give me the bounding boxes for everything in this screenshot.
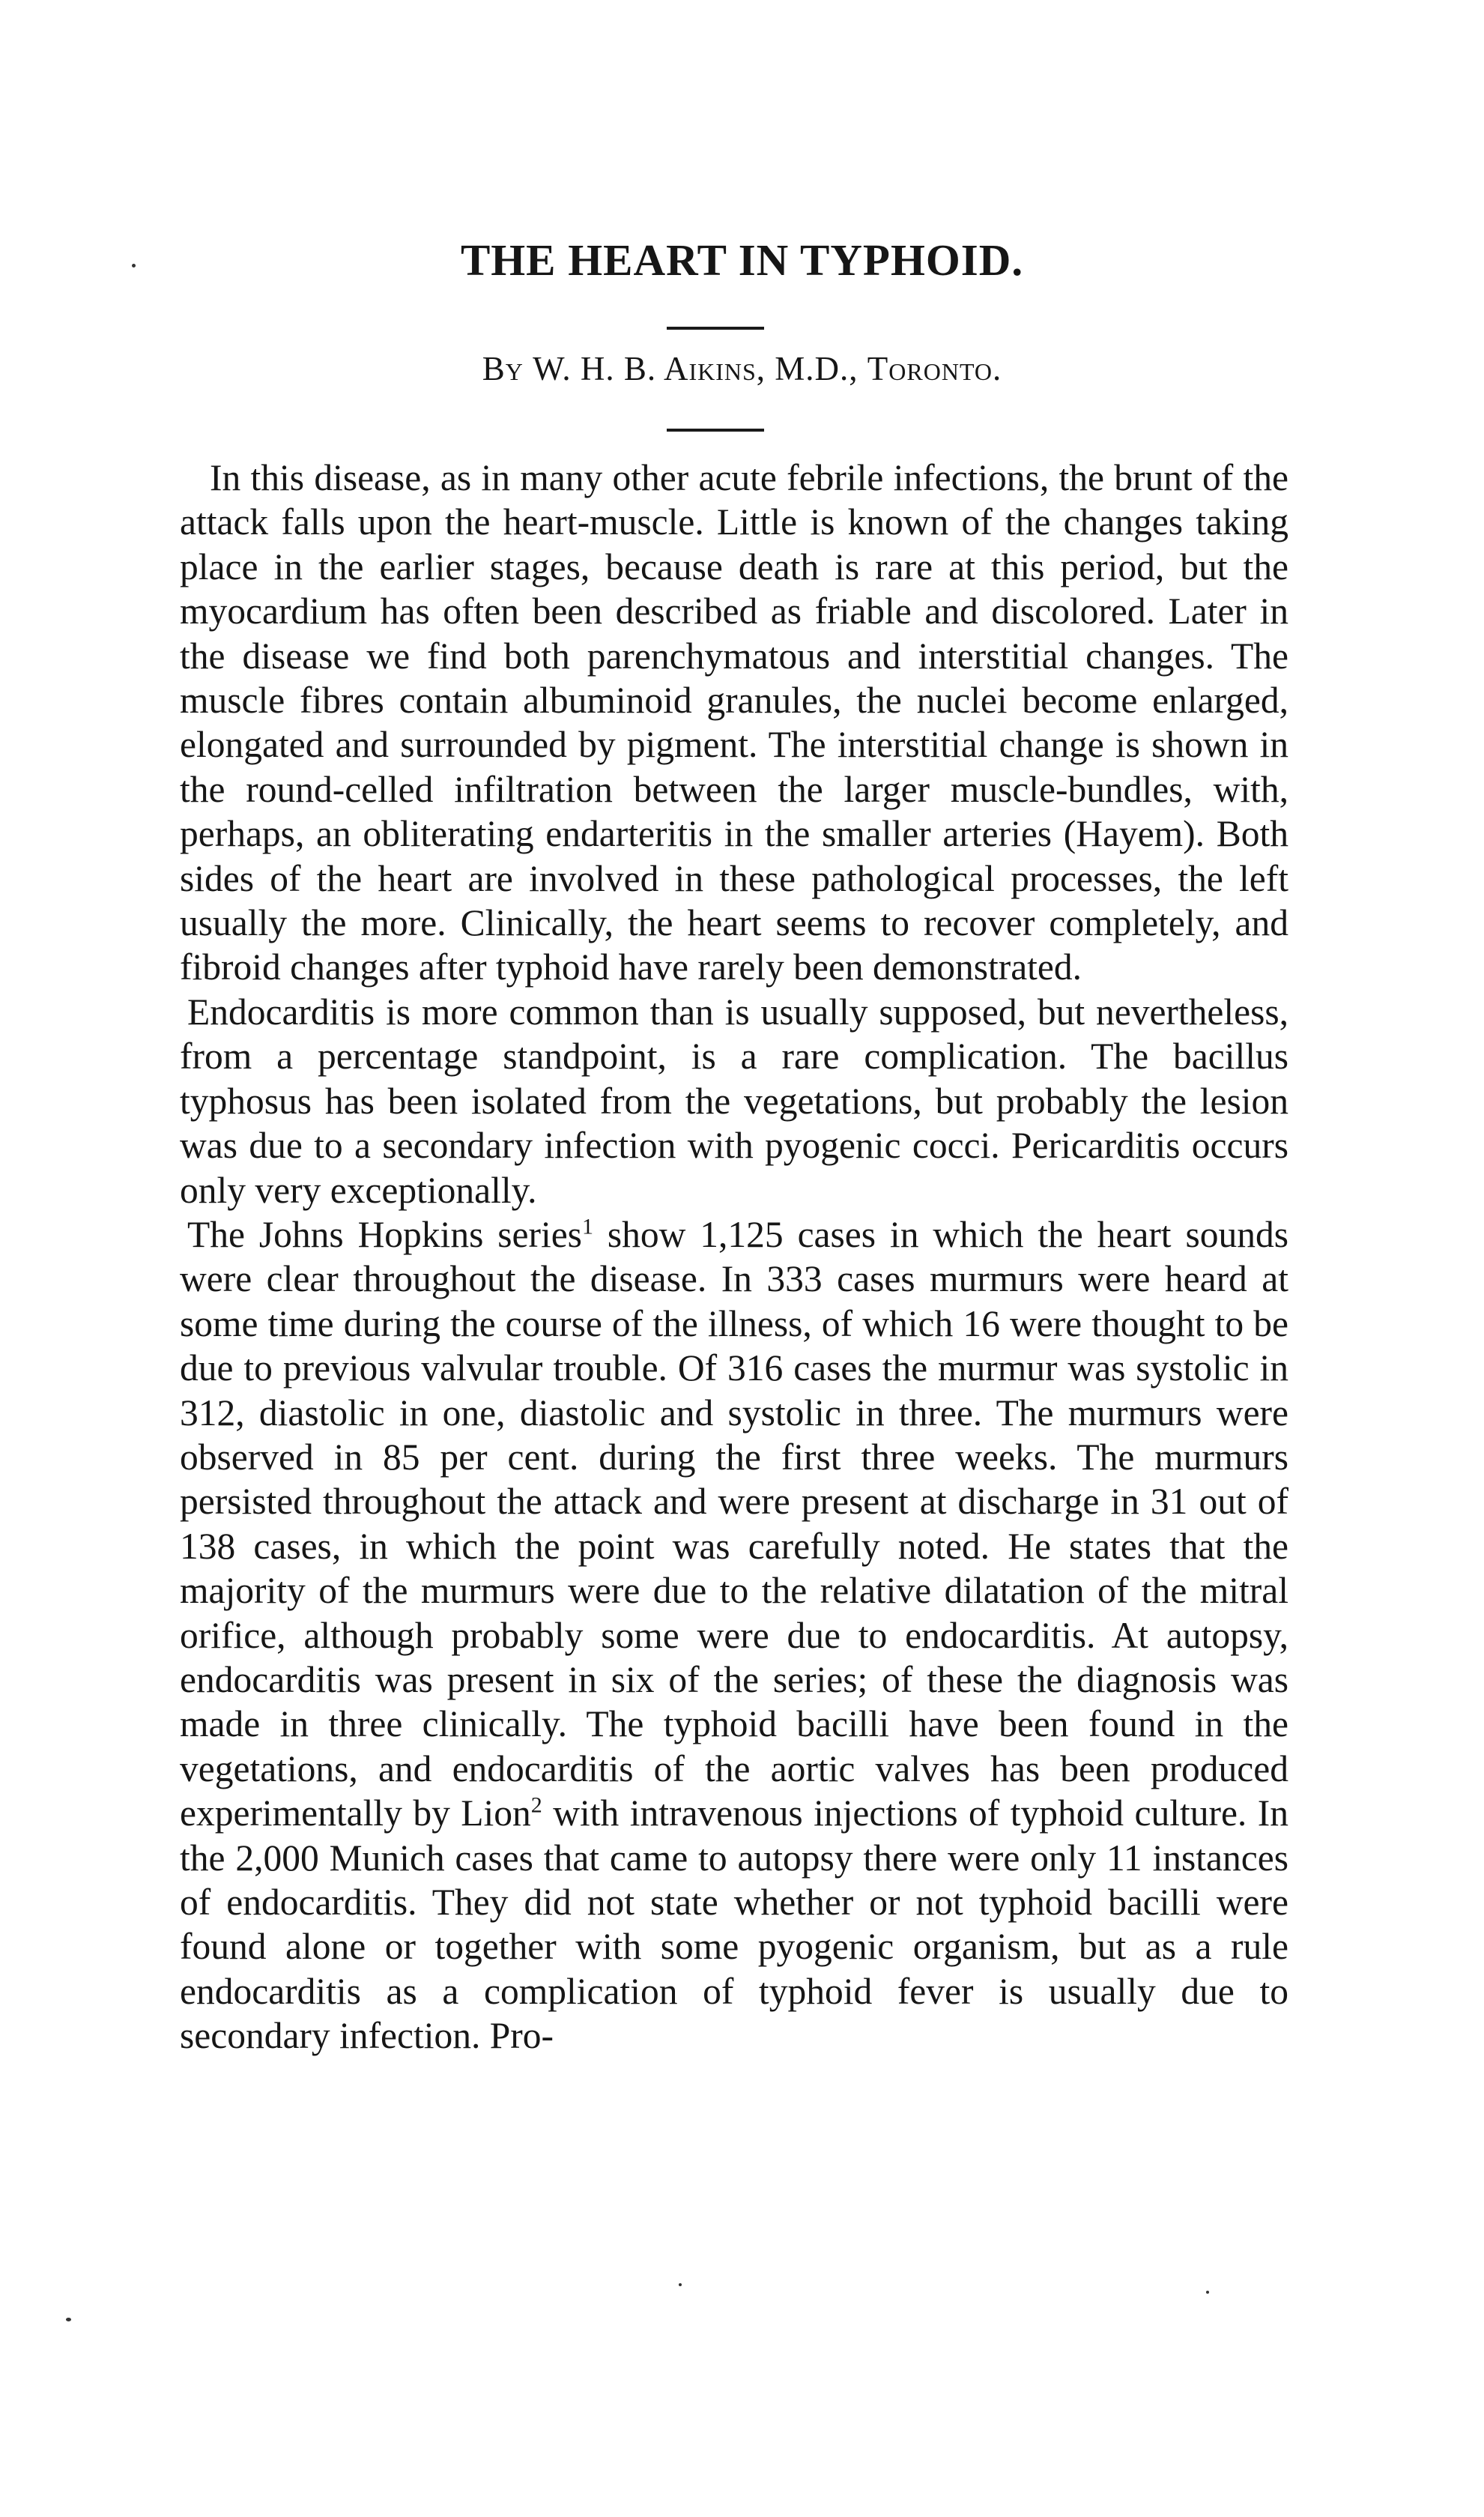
paragraph-text: The Johns Hopkins series <box>187 1213 582 1255</box>
byline <box>0 352 1484 386</box>
paragraph-johns-hopkins <box>180 1212 1288 2058</box>
paragraph-text: show 1,125 cases in which the heart sounds were clear throughout the disease. In 333 cases murmurs were heard at some time during the course of the illness, of which 16 were thought to be due to previous valvular trouble. Of 316 cases the murmur was systolic in 312, diastolic in one, diastolic and systolic in three. The murmurs were observed in 85 per cent. during the first three weeks. The murmurs persisted throughout the attack and were present at discharge in 31 out of 138 cases, in which the point was carefully noted. He states that the majority of the murmurs were due to the relative dilatation of the mitral orifice, although probably some were due to endocarditis. At autopsy, endocarditis was present in six of the series; of these the diagnosis was made in three clinically. The typhoid bacilli have been found in the vegetations, and endocarditis of the aortic valves has been produced experimentally by Lion <box>180 1213 1288 1834</box>
article-body <box>180 456 1288 2058</box>
print-speck <box>1206 2291 1209 2294</box>
paragraph-myocardium: In this disease, as in many other acute febrile infections, the brunt of the attack falls upon the heart-muscle. Little is known of the changes taking place in the earlier stages, because death is rare at this period, but the myocardium has often been described as friable and discolored. Later in the disease we find both parenchymatous and interstitial changes. The muscle fibres contain albuminoid granules, the nuclei become enlarged, elongated and surrounded by pigment. The interstitial change is shown in the round-celled infiltration between the larger muscle-bundles, with, perhaps, an obliterating endarteritis in the smaller arteries (Hayem). Both sides of the heart are involved in these pathological processes, the left usually the more. Clinically, the heart seems to recover completely, and fibroid changes after typhoid have rarely been demonstrated. <box>180 457 1288 988</box>
print-speck <box>679 2283 682 2286</box>
title-divider <box>667 327 764 330</box>
byline-divider <box>667 429 764 432</box>
paragraph-text: with intravenous injections of typhoid culture. In the 2,000 Munich cases that came to autopsy there were only 11 instances of endocarditis. They did not state whether or not typhoid bacilli were found alone or together with some pyogenic organism, but as a rule endocarditis as a complication of typhoid fever is usually due to secondary infection. Pro- <box>180 1792 1288 2057</box>
byline-prefix: By <box>482 350 524 387</box>
print-speck <box>66 2318 71 2321</box>
paragraph-endocarditis: Endocarditis is more common than is usually supposed, but nevertheless, from a percentage standpoint, is a rare complication. The bacillus typhosus has been isolated from the vegetations, but probably the lesion was due to a secondary infection with pyogenic cocci. Pericarditis occurs only very exceptionally. <box>180 991 1288 1211</box>
article-title: THE HEART IN TYPHOID. <box>460 235 1024 285</box>
footnote-ref: 1 <box>581 1214 593 1239</box>
footnote-ref: 2 <box>530 1792 542 1818</box>
byline-place: Toronto. <box>867 350 1002 387</box>
byline-author: W. H. B. Aikins, M.D., <box>533 350 858 387</box>
